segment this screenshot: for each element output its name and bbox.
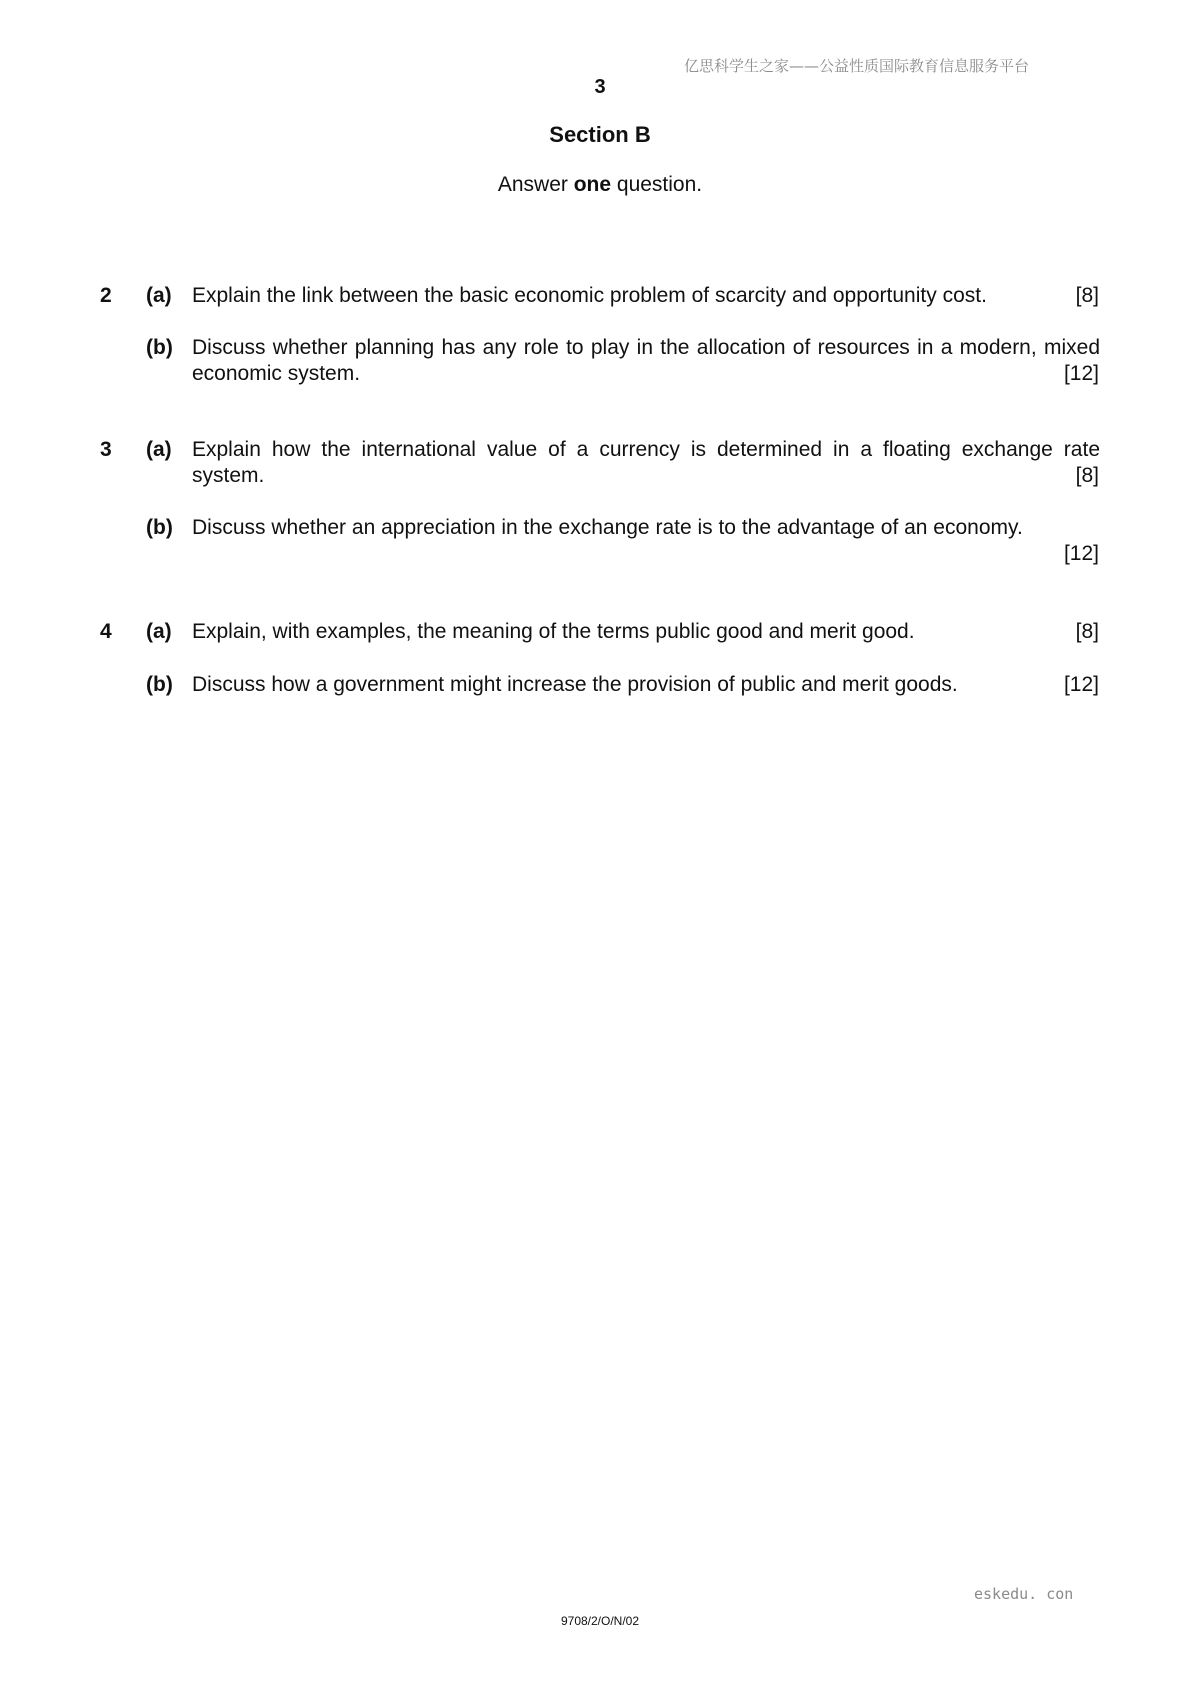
section-instruction xyxy=(0,173,1190,197)
section-title: Section B xyxy=(549,122,651,147)
part-label: (a) xyxy=(146,284,172,307)
question-number: 2 xyxy=(100,284,112,307)
footer-watermark: eskedu. con xyxy=(974,1585,1074,1603)
part-marks: [8] xyxy=(1075,464,1099,487)
part-label: (b) xyxy=(146,336,173,359)
part-marks: [8] xyxy=(1075,620,1099,643)
instruction-emphasis: one xyxy=(573,173,612,196)
part-text: Discuss how a government might increase the provision of public and merit goods. xyxy=(192,673,958,696)
part-label: (b) xyxy=(146,516,173,539)
question-number: 4 xyxy=(100,620,112,643)
part-text: Explain, with examples, the meaning of the terms public good and merit good. xyxy=(192,620,915,643)
part-text: Explain how the international value of a currency is determined in a floating exchange rate system. xyxy=(192,438,1100,487)
question-number: 3 xyxy=(100,438,112,461)
instruction-suffix: question. xyxy=(611,173,703,196)
part-marks: [12] xyxy=(1063,673,1099,696)
page-number: 3 xyxy=(594,76,606,98)
part-label: (a) xyxy=(146,620,172,643)
part-label: (a) xyxy=(146,438,172,461)
part-marks: [8] xyxy=(1075,284,1099,307)
header-watermark: 亿思科学生之家——公益性质国际教育信息服务平台 xyxy=(684,57,1030,75)
part-marks: [12] xyxy=(1063,362,1099,385)
paper-code: 9708/2/O/N/02 xyxy=(560,1614,640,1628)
part-text: Discuss whether an appreciation in the exchange rate is to the advantage of an economy. xyxy=(192,516,1023,539)
part-label: (b) xyxy=(146,673,173,696)
part-text: Discuss whether planning has any role to play in the allocation of resources in a modern, mixed economic system. xyxy=(192,336,1100,385)
part-text: Explain the link between the basic economic problem of scarcity and opportunity cost. xyxy=(192,284,987,307)
instruction-prefix: Answer xyxy=(497,173,574,196)
part-marks: [12] xyxy=(1063,542,1099,565)
